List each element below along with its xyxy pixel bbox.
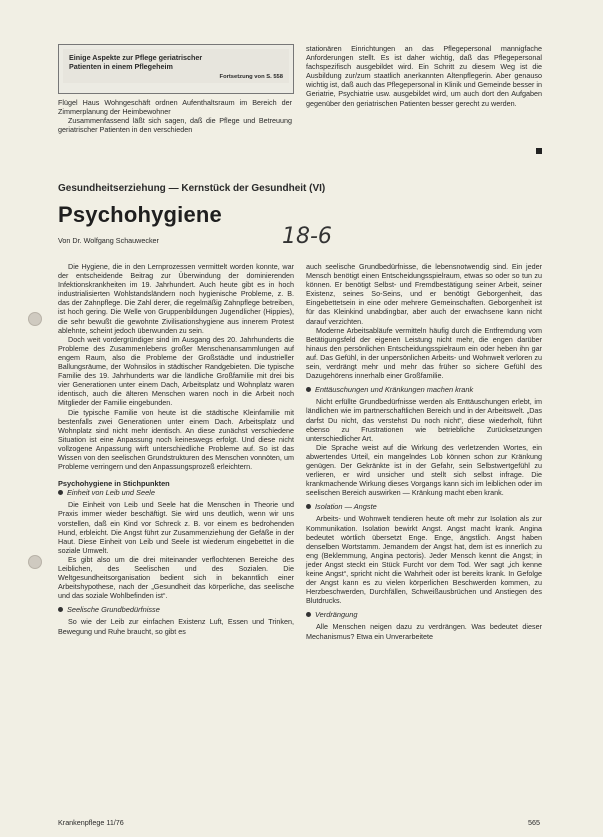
right-bullet3-label: Verdrängung [315,610,358,620]
top-left-para2: Zusammenfassend läßt sich sagen, daß die Pflege und Betreuung geriatrischer Patienten in den verschieden [58,116,292,135]
left-bullet1-label: Einheit von Leib und Seele [67,488,155,498]
footer-journal: Krankenpflege 11/76 [58,818,124,827]
left-subhead: Psychohygiene in Stichpunkten [58,479,170,489]
bullet-dot-icon [306,612,311,617]
right-para3: Nicht erfüllte Grundbedürfnisse werden als Enttäuschungen erlebt, im ländlichen wie im partnerschaftlichen Bereich und in der Arbeitswelt. „Das darfst Du nicht, das verstehst Du noch nicht“, diese wiederholt, führt ebenso zu Frustrationen wie betriebliche Zurücksetzungen unterschiedlicher Art. [306,397,542,443]
bullet-dot-icon [306,504,311,509]
right-bullet1-label: Enttäuschungen und Kränkungen machen krank [315,385,474,395]
left-para5: Es gibt also um die drei miteinander verflochtenen Bereiche des Leiblichen, des Seelischen und des Sozialen. Die Weltgesundheitsorganisation bedient sich in bekanntlich einer Arbeitshypothese, nach der „Gesundheit das körperliche, das seelische und das soziale Wohlbefinden ist“. [58,554,294,601]
left-column [58,262,294,636]
punch-hole-bottom [28,555,42,569]
punch-hole-top [28,312,42,326]
footer-page-number: 565 [528,818,540,827]
left-bullet2-label: Seelische Grundbedürfnisse [67,605,160,615]
left-bullet1 [58,488,294,497]
series-title: Gesundheitserziehung — Kernstück der Gesundheit (VI) [58,183,326,194]
right-para5: Arbeits- und Wohnwelt tendieren heute oft mehr zur Isolation als zur Kommunikation. Isolation bewirkt Angst. Angst macht krank. Angina bedeutet wörtlich übersetzt Enge. Enge, ängstlich. Angst haben denselben Wortstamm. Jemandem der Angst hat, dem ist es innerlich zu eng (Beklemmung, Angina pectoris). Jeder Mensch kennt die Angst; in jeder Angst steckt ein Stück Furcht vor dem Tod. Wer sagt „ich kenne keine Angst“, spricht nicht die Wahrheit oder ist bereits krank. In Gefolge der Angst kann es zu vielen körperlichen Beschwerden kommen, zu Herzbeschwerden, Durchfällen, Schweißausbrüchen und Anstiegen des Blutdrucks. [306,514,542,606]
top-left-text [58,98,292,134]
box-continuation: Fortsetzung von S. 558 [219,74,283,80]
right-para4: Die Sprache weist auf die Wirkung des verletzenden Wortes, ein abwertendes Urteil, ein mangelndes Lob können schon zur Kränkung genügen. Der Gekränkte ist in der Gefahr, sein Selbstwertgefühl zu verlieren, er wird unsicher und stellt sich selbst infrage. Die krankmachende Wirkung dieses Vorgangs kann sich im leiblichen oder im seelischen Bereich auswirken — Kränkung macht eben krank. [306,442,542,498]
right-bullet2-label: Isolation — Angste [315,502,377,512]
left-para2: Doch weit vordergründiger sind im Ausgang des 20. Jahrhunderts die Probleme des Zusammenlebens großer Menschenansammlungen auf engem Raum, also die Probleme der Großstädte und industrieller Ballungsräume, der Wohnsilos in städtischer Randgebieten. Die typische Familie des 19. Jahrhunderts war die ländliche Großfamilie mit drei bis vier Generationen unter einem Dach, Arbeitsplatz und Wohnplatz waren identisch, auch die älteren Menschen waren noch in die Arbeit noch Mitglieder der Familie eingebunden. [58,334,294,408]
bullet-dot-icon [58,607,63,612]
right-para2: Moderne Arbeitsabläufe vermitteln häufig durch die Entfremdung vom Betätigungsfeld der eigenen Leistung nicht mehr, die engen darüber hinaus den persönlichen Entscheidungsspielraum ein oder heben ihn gar auf. Das Gefühl, in der unpersönlichen Arbeits- und Wohnwelt verloren zu sein, verdrängt mehr und mehr das früher so sichere Gefühl des Dazugehörens innerhalb einer Großfamilie. [306,325,542,381]
box-title-line2: Patienten in einem Pflegeheim [69,62,173,71]
right-bullet3 [306,610,542,619]
page-title: Psychohygiene [58,202,222,227]
bullet-dot-icon [306,387,311,392]
continuation-box [58,44,294,94]
left-para6: So wie der Leib zur einfachen Existenz Luft, Essen und Trinken, Bewegung und Ruhe braucht, so gibt es [58,617,294,636]
top-right-text [306,44,542,108]
bullet-dot-icon [58,490,63,495]
box-title-line1: Einige Aspekte zur Pflege geriatrischer [69,53,203,62]
right-column [306,262,542,641]
right-bullet1 [306,385,542,394]
left-para1: Die Hygiene, die in den Lernprozessen vermittelt worden konnte, war der entscheidende Beitrag zur Überwindung der dominierenden Infektionskrankheiten im 19. Jahrhundert. Auch heute gibt es in hoch industrialisierten Wohlstandsländern noch hygienische Probleme, z. B. das der Zahnpflege. Die Zahl derer, die regelmäßig Zahnpflege betreiben, ist hoch gering. Die Welle von Gruppenbildungen Jugendlicher (Hippies), die sehr bewußt die gewohnte Zivilisationshygiene aus innerem Protest ablehnte, scheint jedoch überwunden zu sein. [58,262,294,335]
box-inner [63,49,289,83]
end-of-article-mark [536,148,542,154]
box-title [63,49,289,71]
handwritten-note: 18-6 [282,224,332,249]
right-bullet2 [306,502,542,511]
right-para1: auch seelische Grundbedürfnisse, die lebensnotwendig sind. Ein jeder Mensch benötigt einen Entscheidungsspielraum, etwas so oder so tun zu können. Er benötigt Selbst- und Fremdbestätigung seiner Arbeit, seiner Existenz, seines So-Seins, und er benötigt Geborgenheit, das Eingebettetsein in eine oder mehrere Gemeinschaften. Geborgenheit ist für das Kleinkind unabdingbar, aber auch der erwachsene kann nicht darauf verzichten. [306,262,542,326]
left-bullet2 [58,605,294,614]
author-line: Von Dr. Wolfgang Schauwecker [58,236,159,245]
top-left-para1: Flügel Haus Wohngeschäft ordnen Aufenthaltsraum im Bereich der Zimmerplanung der Heimbewohner [58,98,292,117]
left-para3: Die typische Familie von heute ist die städtische Kleinfamilie mit bestenfalls zwei Generationen unter einem Dach. Arbeitsplatz und Wohnplatz sind nicht mehr identisch. An diese zunächst verschiedene Situation ist eine Anpassung noch keineswegs erfolgt. Und diese nicht vollzogene Anpassung wirft unterschiedliche Probleme auf. So ist das Wissen von den seelischen Grundstrukturen des Menschen vonnöten, um Probleme verringern und den Anpassungsprozeß erleichtern. [58,407,294,472]
left-para4: Die Einheit von Leib und Seele hat die Menschen in Theorie und Praxis immer wieder beschäftigt. Sie wird uns deutlich, wenn wir uns vorstellen, daß ein Kind vor Schreck z. B. vor einem es bedrohenden Hund, erbleicht. Die Angst führt zur Zusammenziehung der Gefäße in der Haut. Diese Einheit von Leib und Seele ist wiederum eingebettet in die soziale Umwelt. [58,500,294,555]
top-right-para: stationären Einrichtungen an das Pflegepersonal mannigfache Anforderungen stellt. Es ist daher wichtig, daß das Pflegepersonal fachspezifisch ausgebildet wird. Ein Schritt zu diesem Weg ist die Ausbildung zur/zum staatlich anerkannten Altenpflegerin. Aber genauso wichtig ist, daß auch das Pflegepersonal in Klinik und Gemeinde besser in Geriatrie, Psychiatrie usw. ausgebildet wird, um auch dort den Aufgaben gegenüber den geriatrischen Patienten besser gerecht zu werden. [306,44,542,108]
right-para6: Alle Menschen neigen dazu zu verdrängen. Was bedeutet dieser Mechanismus? Etwa ein Unverarbeitete [306,622,542,641]
